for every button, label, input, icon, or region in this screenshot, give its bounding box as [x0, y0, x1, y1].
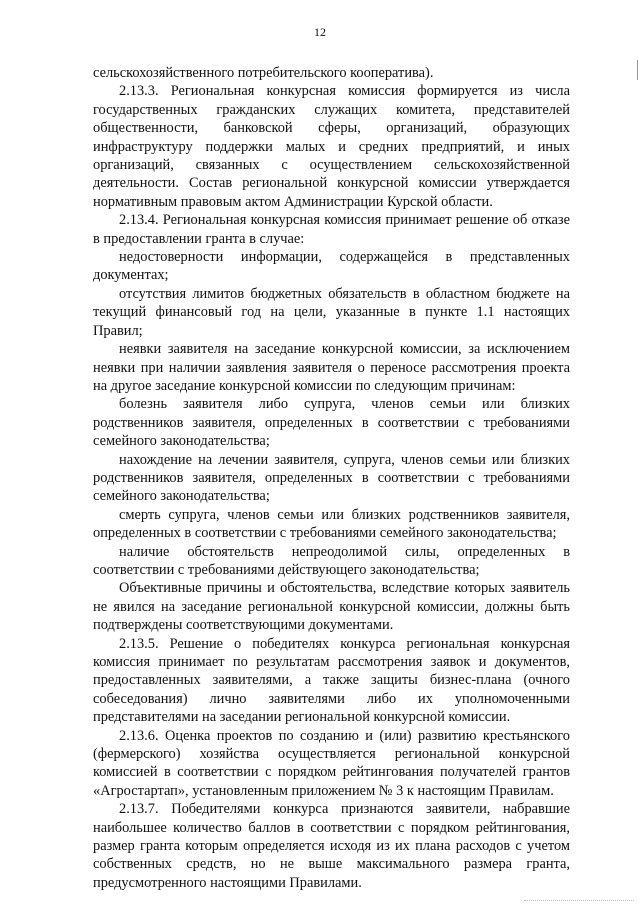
- paragraph-objective-reasons: Объективные причины и обстоятельства, вследствие которых заявитель не явился на заседание региональной конкурсной комиссии, должны быть подтверждены соответствующими документами.: [93, 580, 570, 634]
- page-number: 12: [314, 25, 326, 39]
- list-item-unreliable-info: недостоверности информации, содержащейся в представленных документах;: [93, 249, 570, 284]
- scan-edge-mark: [637, 60, 638, 80]
- list-item-force-majeure: наличие обстоятельств непреодолимой силы, определенных в соответствии с требованиями действующего законодательства;: [93, 543, 570, 578]
- list-item-non-appearance: неявки заявителя на заседание конкурсной комиссии, за исключением неявки при наличии заявления заявителя о переносе рассмотрения проекта на другое заседание конкурсной комиссии по следующим причинам:: [93, 341, 570, 394]
- list-item-illness: болезнь заявителя либо супруга, членов семьи или близких родственников заявителя, определенных в соответствии с требованиями семейного законодательства;: [93, 396, 570, 450]
- paragraph-2-13-6: 2.13.6. Оценка проектов по созданию и (или) развитию крестьянского (фермерского) хозяйства осуществляется региональной конкурсной комиссией в соответствии с порядком рейтингования получателей грантов «Агростартап», установленным приложением № 3 к настоящим Правилам.: [93, 727, 570, 799]
- list-item-death: смерть супруга, членов семьи или близких родственников заявителя, определенных в соответствии с требованиями семейного законодательства;: [93, 506, 570, 542]
- paragraph-2-13-3: 2.13.3. Региональная конкурсная комиссия формируется из числа государственных гражданских служащих комитета, представителей общественности, банковской сферы, организаций, образующих инфраструктуру поддержки малых и средних предприятий, и иных организаций, связанных с осуществлением сельскохозяйственной деятельности. Состав региональной конкурсной комиссии утверждается нормативным правовым актом Администрации Курской области.: [93, 83, 570, 210]
- paragraph-2-13-4: 2.13.4. Региональная конкурсная комиссия принимает решение об отказе в предоставлении гранта в случае:: [93, 212, 570, 247]
- document-body: [93, 64, 570, 892]
- list-item-treatment: нахождение на лечении заявителя, супруга, членов семьи или близких родственников заявителя, определенных в соответствии с требованиями семейного законодательства;: [93, 451, 570, 505]
- footer-dotted-line: [524, 900, 634, 901]
- paragraph-2-13-7: 2.13.7. Победителями конкурса признаются заявители, набравшие наибольшее количество баллов в соответствии с порядком рейтингования, размер гранта которым определяется исходя из их плана расходов с учетом собственных средств, но не выше максимального размера гранта, предусмотренного настоящими Правилами.: [93, 801, 570, 891]
- list-item-no-budget-limits: отсутствия лимитов бюджетных обязательств в областном бюджете на текущий финансовый год на цели, указанные в пункте 1.1 настоящих Правил;: [93, 285, 570, 339]
- paragraph-2-13-5: 2.13.5. Решение о победителях конкурса региональная конкурсная комиссия принимает по результатам рассмотрения заявок и документов, предоставленных заявителями, а также защиты бизнес-плана (очного собеседования) лично заявителями либо их уполномоченными представителями на заседании региональной конкурсной комиссии.: [93, 635, 570, 726]
- paragraph-continuation: сельскохозяйственного потребительского кооператива).: [93, 65, 434, 81]
